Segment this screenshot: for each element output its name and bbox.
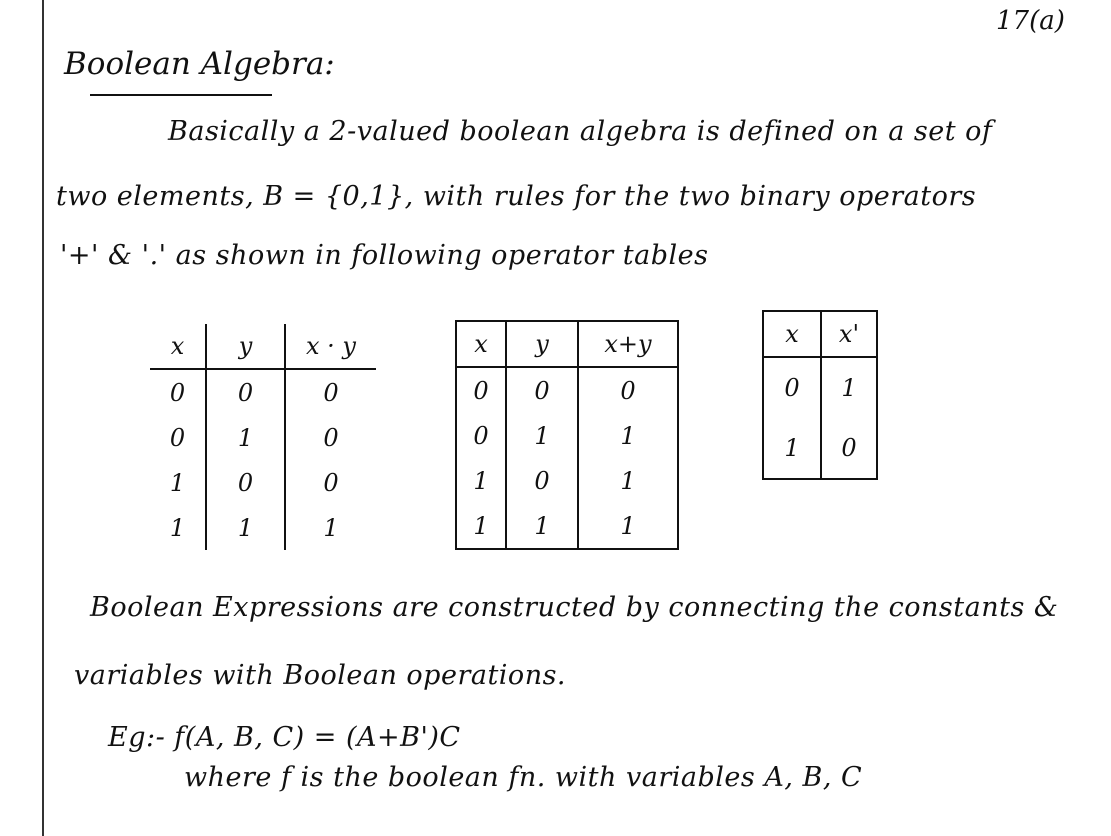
or-header-y: y xyxy=(506,321,578,367)
table-cell: 0 xyxy=(206,460,285,505)
or-table-header-row xyxy=(456,321,678,367)
table-cell: 0 xyxy=(169,378,186,407)
where-line: where f is the boolean fn. with variables A, B, C xyxy=(184,762,863,793)
not-header-x: x xyxy=(763,311,821,357)
table-cell: 1 xyxy=(578,503,678,549)
table-cell: 0 xyxy=(285,369,376,415)
margin-line xyxy=(42,0,44,836)
table-cell: 1 xyxy=(285,505,376,550)
and-table-header-row xyxy=(150,324,376,369)
page-heading: Boolean Algebra: xyxy=(64,46,335,82)
table-cell: 1 xyxy=(578,458,678,503)
table-cell: 0 xyxy=(506,458,578,503)
table-row xyxy=(456,503,678,549)
table-row xyxy=(456,367,678,413)
not-table-header-row xyxy=(763,311,877,357)
table-cell: 0 xyxy=(506,367,578,413)
and-header-x-and-y: x · y xyxy=(285,324,376,369)
intro-line-1: Basically a 2-valued boolean algebra is defined on a set of xyxy=(168,116,993,147)
table-row xyxy=(150,460,376,505)
table-cell: 1 xyxy=(169,468,186,497)
table-cell: 0 xyxy=(169,423,186,452)
table-cell: 0 xyxy=(473,376,489,405)
table-row xyxy=(150,505,376,550)
table-cell: 0 xyxy=(285,460,376,505)
intro-line-3: '+' & '.' as shown in following operator tables xyxy=(60,240,709,271)
or-operator-table xyxy=(455,320,679,550)
table-cell: 0 xyxy=(206,369,285,415)
expression-line-2: variables with Boolean operations. xyxy=(74,660,567,691)
table-cell: 1 xyxy=(506,503,578,549)
table-cell: 0 xyxy=(578,367,678,413)
table-row xyxy=(150,415,376,460)
or-header-x-or-y: x+y xyxy=(578,321,678,367)
heading-underline xyxy=(90,94,272,96)
table-cell: 1 xyxy=(473,511,489,540)
not-header-x-complement: x' xyxy=(821,311,877,357)
table-cell: 1 xyxy=(169,513,186,542)
table-cell: 1 xyxy=(206,415,285,460)
table-row xyxy=(763,357,877,418)
and-header-x: x xyxy=(150,324,206,369)
table-cell: 1 xyxy=(578,413,678,458)
not-operator-table xyxy=(762,310,878,480)
table-row xyxy=(456,458,678,503)
example-expression: Eg:- f(A, B, C) = (A+B')C xyxy=(108,722,461,753)
or-header-x: x xyxy=(456,321,506,367)
table-cell: 0 xyxy=(473,421,489,450)
intro-line-2: two elements, B = {0,1}, with rules for the two binary operators xyxy=(56,181,977,212)
table-cell: 1 xyxy=(784,434,800,462)
page-number: 17(a) xyxy=(996,6,1065,36)
table-row xyxy=(456,413,678,458)
expression-line-1: Boolean Expressions are constructed by connecting the constants & xyxy=(90,592,1059,623)
table-cell: 0 xyxy=(285,415,376,460)
table-cell: 0 xyxy=(784,374,800,402)
table-cell: 1 xyxy=(821,357,877,418)
table-row xyxy=(150,369,376,415)
table-cell: 1 xyxy=(206,505,285,550)
table-row xyxy=(763,418,877,479)
table-cell: 0 xyxy=(821,418,877,479)
and-operator-table xyxy=(150,324,376,550)
table-cell: 1 xyxy=(506,413,578,458)
and-header-y: y xyxy=(206,324,285,369)
table-cell: 1 xyxy=(473,466,489,495)
